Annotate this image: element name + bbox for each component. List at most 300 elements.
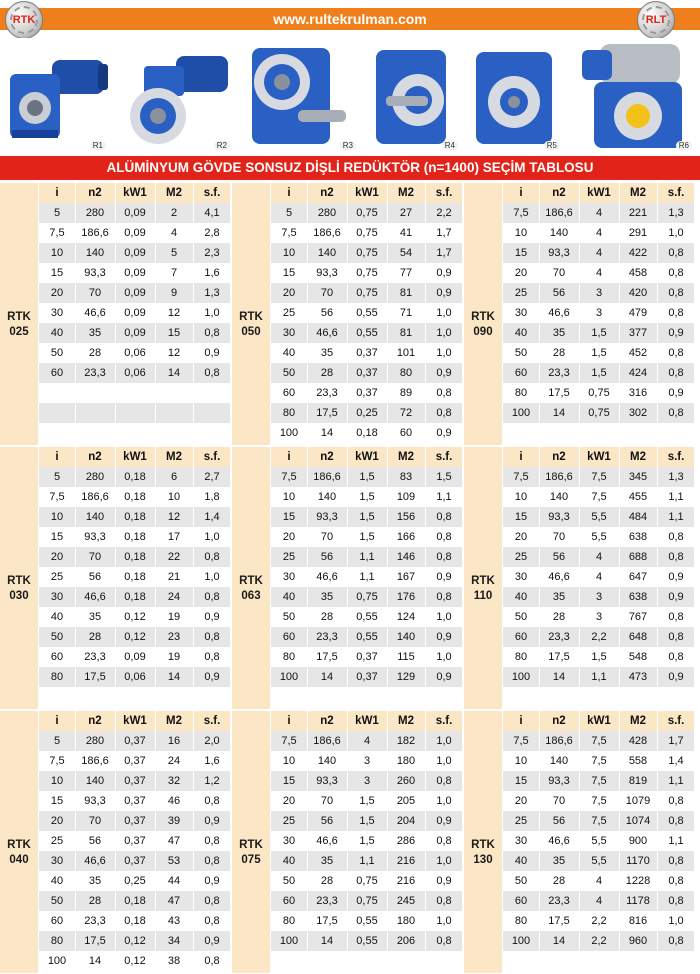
table-cell: 7,5 <box>591 735 607 747</box>
table-header <box>271 183 462 203</box>
table-row <box>271 951 462 971</box>
model-column <box>464 467 502 709</box>
table-cell: 1,3 <box>204 287 220 299</box>
table-cell <box>271 687 307 707</box>
table-cell: 0,18 <box>124 511 146 523</box>
table-row <box>39 323 230 343</box>
table-cell: 60 <box>514 367 528 379</box>
table-cell: 93,3 <box>84 267 106 279</box>
table-cell: 20 <box>514 531 528 543</box>
table-cell: 0,8 <box>436 407 452 419</box>
table-cell: 0,8 <box>668 611 684 623</box>
table-row <box>503 647 694 667</box>
table-cell: 186,6 <box>81 227 109 239</box>
table-cell: 140 <box>317 247 337 259</box>
table-cell: 140 <box>317 755 337 767</box>
table-cell: 0,37 <box>124 855 146 867</box>
model-label: 050 <box>241 326 261 338</box>
table-cell: 30 <box>50 307 64 319</box>
table-cell: 204 <box>396 815 416 827</box>
table-cell: 80 <box>514 387 528 399</box>
table-row <box>271 243 462 263</box>
table-cell: 0,55 <box>356 631 378 643</box>
table-cell: 20 <box>514 795 528 807</box>
table-cell <box>539 951 579 971</box>
column-divider <box>115 711 116 973</box>
table-cell: 1,5 <box>359 511 375 523</box>
table-cell: 17 <box>167 531 181 543</box>
table-cell: 30 <box>282 327 296 339</box>
table-cell: 10 <box>282 755 296 767</box>
table-cell: 7,5 <box>591 795 607 807</box>
table-row <box>39 507 230 527</box>
table-row <box>271 851 462 871</box>
column-header: i <box>519 451 523 463</box>
table-row <box>271 667 462 687</box>
table-cell: 27 <box>399 207 413 219</box>
table-cell <box>193 403 231 423</box>
column-divider <box>695 447 696 709</box>
table-cell: 93,3 <box>316 511 338 523</box>
table-cell: 2,2 <box>436 207 452 219</box>
table-cell: 1,1 <box>436 491 452 503</box>
model-header <box>0 183 38 203</box>
table-cell: 5 <box>285 207 293 219</box>
table-cell: 280 <box>85 471 105 483</box>
table-row <box>39 383 230 403</box>
column-header: n2 <box>88 451 102 463</box>
table-cell: 280 <box>85 735 105 747</box>
table-cell: 1,0 <box>436 855 452 867</box>
table-cell: 5,5 <box>591 531 607 543</box>
column-header: n2 <box>552 715 566 727</box>
table-cell: 291 <box>628 227 648 239</box>
table-cell: 56 <box>88 835 102 847</box>
column-header: M2 <box>166 451 182 463</box>
table-cell: 15 <box>282 267 296 279</box>
table-cell: 0,75 <box>356 207 378 219</box>
table-row <box>39 647 230 667</box>
table-cell: 1,5 <box>591 327 607 339</box>
table-cell: 17,5 <box>548 651 570 663</box>
table-cell: 1,6 <box>204 755 220 767</box>
table-cell: 0,09 <box>124 267 146 279</box>
table-cell: 20 <box>282 795 296 807</box>
table-cell: 260 <box>396 775 416 787</box>
table-cell: 70 <box>552 531 566 543</box>
table-cell: 1,7 <box>668 735 684 747</box>
table-cell: 60 <box>50 651 64 663</box>
table-cell <box>579 687 619 707</box>
table-cell: 23,3 <box>548 367 570 379</box>
table-cell: 93,3 <box>548 775 570 787</box>
table-cell: 819 <box>628 775 648 787</box>
table-cell: 0,8 <box>204 855 220 867</box>
table-cell: 0,8 <box>436 551 452 563</box>
model-column <box>464 203 502 445</box>
table-cell: 0,8 <box>668 551 684 563</box>
table-cell: 1,6 <box>204 267 220 279</box>
table-row <box>503 223 694 243</box>
table-cell: 140 <box>85 775 105 787</box>
model-column <box>0 203 38 445</box>
table-cell: 1,1 <box>668 491 684 503</box>
table-cell: 14 <box>320 671 334 683</box>
table-cell: 23,3 <box>548 895 570 907</box>
table-row <box>503 383 694 403</box>
table-cell: 0,18 <box>124 471 146 483</box>
table-cell: 23,3 <box>84 367 106 379</box>
table-cell: 80 <box>50 671 64 683</box>
table-cell: 15 <box>282 775 296 787</box>
column-divider <box>619 183 620 445</box>
table-cell: 0,25 <box>124 875 146 887</box>
table-cell: 10 <box>50 511 64 523</box>
table-cell: 25 <box>514 287 528 299</box>
table-cell <box>75 687 115 707</box>
table-cell: 1,3 <box>668 207 684 219</box>
table-cell: 1,5 <box>591 367 607 379</box>
table-cell: 15 <box>50 267 64 279</box>
table-cell: 0,37 <box>124 775 146 787</box>
table-cell: 688 <box>628 551 648 563</box>
table-cell: 15 <box>50 531 64 543</box>
table-cell: 484 <box>628 511 648 523</box>
table-cell: 1074 <box>625 815 651 827</box>
product-image-r6: R6 <box>580 42 698 150</box>
model-label: RTK <box>7 575 31 587</box>
table-cell: 60 <box>282 387 296 399</box>
model-label: 025 <box>9 326 29 338</box>
table-row <box>503 731 694 751</box>
table-cell: 25 <box>514 551 528 563</box>
table-cell: 0,25 <box>356 407 378 419</box>
table-row <box>271 507 462 527</box>
table-cell: 25 <box>282 815 296 827</box>
model-label: 110 <box>473 590 493 602</box>
table-cell: 70 <box>88 551 102 563</box>
table-cell: 1,1 <box>591 671 607 683</box>
table-cell <box>39 687 75 707</box>
model-label: RTK <box>7 839 31 851</box>
table-cell: 93,3 <box>84 795 106 807</box>
table-row <box>39 263 230 283</box>
table-cell: 23,3 <box>316 895 338 907</box>
column-header: n2 <box>552 451 566 463</box>
table-row <box>503 527 694 547</box>
table-cell: 46,6 <box>548 835 570 847</box>
column-header: M2 <box>398 715 414 727</box>
table-cell: 60 <box>514 895 528 907</box>
table-cell <box>307 687 347 707</box>
table-row <box>271 487 462 507</box>
table-cell: 0,09 <box>124 307 146 319</box>
table-cell: 2,3 <box>204 247 220 259</box>
rtk-logo: RTK <box>5 1 43 39</box>
table-cell: 70 <box>88 287 102 299</box>
table-cell <box>503 951 539 971</box>
table-cell: 648 <box>628 631 648 643</box>
model-label: RTK <box>471 839 495 851</box>
column-header: n2 <box>320 451 334 463</box>
table-cell: 35 <box>552 855 566 867</box>
table-row <box>39 911 230 931</box>
table-cell: 1,0 <box>436 915 452 927</box>
column-header: n2 <box>320 187 334 199</box>
column-divider <box>657 711 658 973</box>
table-cell <box>115 423 155 443</box>
table-row <box>503 831 694 851</box>
table-cell: 180 <box>396 755 416 767</box>
model-label: 130 <box>473 854 493 866</box>
table-cell: 186,6 <box>545 207 573 219</box>
table-cell: 0,09 <box>124 651 146 663</box>
table-cell: 420 <box>628 287 648 299</box>
table-row <box>39 731 230 751</box>
table-row <box>503 467 694 487</box>
table-cell: 14 <box>552 407 566 419</box>
table-row <box>503 607 694 627</box>
table-cell: 1,5 <box>359 471 375 483</box>
table-row <box>271 911 462 931</box>
table-cell: 60 <box>282 895 296 907</box>
website-url[interactable]: www.rultekrulman.com <box>273 11 427 27</box>
table-cell: 1,1 <box>668 511 684 523</box>
table-row <box>271 423 462 443</box>
table-cell: 14 <box>320 427 334 439</box>
table-cell: 81 <box>399 327 413 339</box>
model-label: RTK <box>239 575 263 587</box>
table-cell: 10 <box>282 247 296 259</box>
table-cell: 109 <box>396 491 416 503</box>
table-cell: 1,1 <box>359 551 375 563</box>
rlt-logo: RLT <box>637 1 675 39</box>
table-cell: 0,9 <box>204 935 220 947</box>
column-divider <box>193 447 194 709</box>
table-cell: 56 <box>320 815 334 827</box>
table-cell: 25 <box>50 835 64 847</box>
table-cell: 0,18 <box>124 915 146 927</box>
table-cell: 0,12 <box>124 955 146 967</box>
table-cell: 0,8 <box>436 895 452 907</box>
table-cell: 7,5 <box>591 491 607 503</box>
table-cell: 46,6 <box>84 855 106 867</box>
product-image-r5: R5 <box>466 42 566 150</box>
table-cell: 3 <box>595 307 603 319</box>
table-cell: 5 <box>170 247 178 259</box>
column-divider <box>155 447 156 709</box>
table-cell: 40 <box>50 875 64 887</box>
table-cell: 2,8 <box>204 227 220 239</box>
table-cell: 1,0 <box>436 735 452 747</box>
table-cell: 70 <box>88 815 102 827</box>
table-cell: 180 <box>396 915 416 927</box>
table-cell: 1,1 <box>668 775 684 787</box>
table-row <box>271 303 462 323</box>
table-cell: 140 <box>85 247 105 259</box>
table-cell: 0,75 <box>356 267 378 279</box>
column-header: s.f. <box>203 451 221 463</box>
table-cell: 14 <box>552 935 566 947</box>
column-divider <box>695 711 696 973</box>
table-cell: 186,6 <box>313 227 341 239</box>
table-cell: 548 <box>628 651 648 663</box>
table-cell: 40 <box>282 347 296 359</box>
table-cell: 20 <box>50 815 64 827</box>
table-cell: 2,2 <box>591 935 607 947</box>
table-cell: 0,75 <box>356 895 378 907</box>
table-cell: 422 <box>628 247 648 259</box>
table-cell: 0,8 <box>668 347 684 359</box>
table-cell: 0,9 <box>668 671 684 683</box>
column-header: s.f. <box>203 187 221 199</box>
table-cell: 186,6 <box>313 735 341 747</box>
table-cell: 0,37 <box>356 387 378 399</box>
table-cell: 46,6 <box>316 835 338 847</box>
table-row <box>271 811 462 831</box>
table-cell: 14 <box>167 367 181 379</box>
model-label: RTK <box>471 311 495 323</box>
table-cell: 39 <box>167 815 181 827</box>
table-cell: 22 <box>167 551 181 563</box>
table-cell: 2 <box>170 207 178 219</box>
model-header <box>232 447 270 467</box>
table-cell: 458 <box>628 267 648 279</box>
table-cell: 647 <box>628 571 648 583</box>
table-cell: 30 <box>282 835 296 847</box>
table-header <box>271 711 462 731</box>
table-row <box>503 323 694 343</box>
table-cell: 0,55 <box>356 307 378 319</box>
table-row <box>39 487 230 507</box>
table-cell: 0,18 <box>356 427 378 439</box>
table-cell: 638 <box>628 591 648 603</box>
table-cell: 7,5 <box>49 491 65 503</box>
table-cell: 1,2 <box>204 775 220 787</box>
model-column <box>464 731 502 973</box>
table-cell: 1,1 <box>668 835 684 847</box>
table-row <box>271 891 462 911</box>
table-cell: 10 <box>514 491 528 503</box>
table-row <box>271 647 462 667</box>
column-divider <box>619 447 620 709</box>
column-header: i <box>55 715 59 727</box>
table-cell: 47 <box>167 835 181 847</box>
table-cell: 0,06 <box>124 347 146 359</box>
table-cell: 4 <box>595 247 603 259</box>
table-row <box>39 203 230 223</box>
table-cell: 0,75 <box>356 875 378 887</box>
table-cell <box>155 423 193 443</box>
table-cell: 35 <box>320 855 334 867</box>
column-divider <box>347 447 348 709</box>
table-cell: 129 <box>396 671 416 683</box>
table-cell: 0,09 <box>124 327 146 339</box>
table-cell: 46,6 <box>316 571 338 583</box>
table-cell: 60 <box>399 427 413 439</box>
table-cell: 3 <box>595 611 603 623</box>
table-cell: 17,5 <box>316 407 338 419</box>
table-cell: 28 <box>320 367 334 379</box>
table-cell <box>425 951 463 971</box>
table-rtk-030 <box>0 447 230 709</box>
table-cell <box>115 687 155 707</box>
table-cell: 0,09 <box>124 227 146 239</box>
table-cell: 56 <box>320 551 334 563</box>
table-cell: 15 <box>514 511 528 523</box>
table-cell: 0,8 <box>436 835 452 847</box>
table-cell: 0,75 <box>588 387 610 399</box>
model-label: 075 <box>241 854 261 866</box>
table-cell: 34 <box>167 935 181 947</box>
table-cell: 0,37 <box>356 651 378 663</box>
table-cell: 0,12 <box>124 935 146 947</box>
table-cell: 1,5 <box>359 531 375 543</box>
column-header: kW1 <box>355 451 379 463</box>
table-cell: 0,8 <box>668 367 684 379</box>
table-cell: 46 <box>167 795 181 807</box>
table-cell: 5 <box>53 207 61 219</box>
table-cell <box>347 951 387 971</box>
column-header: M2 <box>166 715 182 727</box>
table-cell: 140 <box>317 491 337 503</box>
table-cell: 186,6 <box>81 491 109 503</box>
table-cell: 17,5 <box>84 671 106 683</box>
table-row <box>503 851 694 871</box>
table-cell: 80 <box>282 407 296 419</box>
table-cell: 6 <box>170 471 178 483</box>
table-cell: 1,0 <box>436 327 452 339</box>
table-cell <box>657 423 695 443</box>
table-cell: 4 <box>595 551 603 563</box>
table-cell: 140 <box>549 755 569 767</box>
model-label: RTK <box>239 839 263 851</box>
table-cell: 70 <box>552 795 566 807</box>
page-title: ALÜMİNYUM GÖVDE SONSUZ DİŞLİ REDÜKTÖR (n=1400) SEÇİM TABLOSU <box>0 156 700 180</box>
table-cell: 205 <box>396 795 416 807</box>
table-cell: 46,6 <box>84 591 106 603</box>
table-cell: 7,5 <box>49 227 65 239</box>
table-cell: 1,0 <box>436 755 452 767</box>
table-row <box>39 467 230 487</box>
table-cell: 35 <box>88 611 102 623</box>
table-cell: 115 <box>397 651 415 663</box>
column-divider <box>579 183 580 445</box>
table-cell: 7,5 <box>591 775 607 787</box>
table-cell: 0,37 <box>356 347 378 359</box>
column-divider <box>387 183 388 445</box>
table-cell: 28 <box>320 611 334 623</box>
table-cell: 10 <box>50 775 64 787</box>
table-row <box>271 607 462 627</box>
table-cell: 100 <box>279 935 299 947</box>
table-row <box>503 263 694 283</box>
model-header <box>0 447 38 467</box>
table-row <box>503 303 694 323</box>
table-row <box>271 263 462 283</box>
table-cell: 7,5 <box>281 471 297 483</box>
table-cell: 0,8 <box>204 551 220 563</box>
table-cell: 424 <box>628 367 648 379</box>
table-row <box>271 791 462 811</box>
table-cell <box>425 687 463 707</box>
table-cell: 0,12 <box>124 631 146 643</box>
table-row <box>39 771 230 791</box>
table-cell: 23,3 <box>84 915 106 927</box>
table-cell: 1,5 <box>591 651 607 663</box>
table-cell: 186,6 <box>313 471 341 483</box>
table-cell: 24 <box>167 591 181 603</box>
